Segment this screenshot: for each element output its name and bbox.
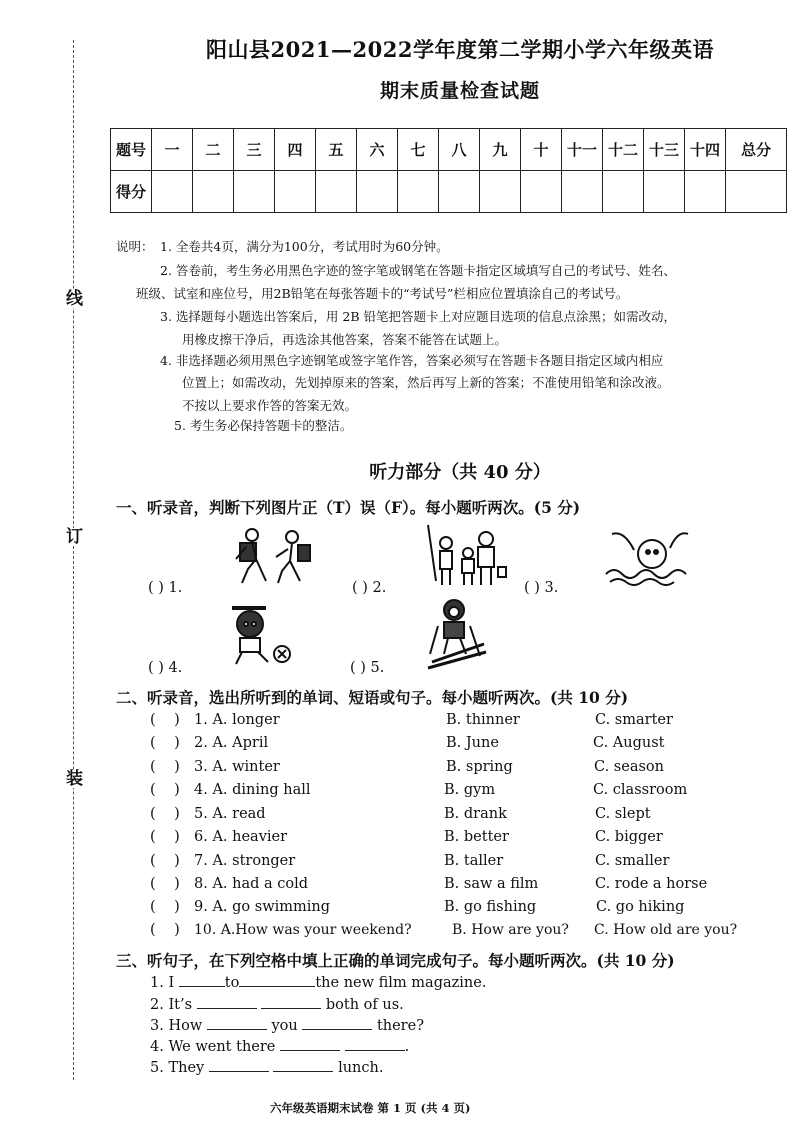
option-a: 1. A. longer: [194, 712, 280, 728]
swimmer-picture-icon: [600, 520, 696, 586]
instruction-line: 2. 答卷前，考生务必用黑色字迹的签字笔或钢笔在答题卡指定区域填写自己的考试号、姓名、: [160, 263, 676, 278]
score-cell[interactable]: [275, 171, 316, 213]
score-cell[interactable]: [603, 171, 644, 213]
option-c: C. season: [594, 759, 664, 775]
fill-blank[interactable]: [197, 996, 257, 1009]
score-col-total: 总分: [726, 129, 787, 171]
score-table-header-row: [111, 129, 787, 171]
score-cell[interactable]: [644, 171, 685, 213]
binding-char-ding: 订: [66, 527, 83, 547]
score-col: 七: [398, 129, 439, 171]
option-c: C. classroom: [593, 782, 688, 798]
score-col: 六: [357, 129, 398, 171]
listening-section-heading: 听力部分（共 40 分）: [369, 462, 551, 483]
exam-subtitle: 期末质量检查试题: [379, 80, 540, 102]
option-b: B. go fishing: [444, 899, 537, 915]
boy-football-picture-icon: [220, 602, 296, 666]
binding-char-xian: 线: [66, 289, 83, 309]
fill-blank[interactable]: [302, 1017, 372, 1030]
score-cell[interactable]: [685, 171, 726, 213]
score-col: 一: [152, 129, 193, 171]
part1-item-4: ( ) 4.: [148, 660, 183, 676]
fill-blank[interactable]: [207, 1017, 267, 1030]
part1-item-3: ( ) 3.: [524, 580, 559, 596]
instruction-line: 1. 全卷共4页，满分为100分，考试用时为60分钟。: [160, 239, 449, 254]
option-a: 3. A. winter: [194, 759, 280, 775]
part1-item-1: ( ) 1.: [148, 580, 183, 596]
option-c: C. slept: [595, 806, 651, 822]
score-table-score-row: [111, 171, 787, 213]
part2-row-5: ( ) 5. A. read: [150, 806, 266, 822]
option-a: 9. A. go swimming: [194, 899, 331, 915]
option-b: B. better: [444, 829, 509, 845]
option-b: B. thinner: [446, 712, 520, 728]
option-b: B. gym: [444, 782, 496, 798]
instruction-line: 班级、试室和座位号，用2B铅笔在每张答题卡的“考试号”栏相应位置填涂自己的考试号。: [136, 286, 629, 301]
option-a: 10. A.How was your weekend?: [194, 922, 412, 938]
option-c: C. rode a horse: [595, 876, 708, 892]
score-cell[interactable]: [152, 171, 193, 213]
option-a: 5. A. read: [194, 806, 266, 822]
family-fishing-picture-icon: [424, 523, 510, 589]
option-c: C. smarter: [595, 712, 673, 728]
option-c: C. smaller: [595, 853, 670, 869]
option-b: B. How are you?: [452, 922, 569, 938]
instruction-line: 不按以上要求作答的答案无效。: [182, 398, 358, 413]
instruction-line: 4. 非选择题必须用黑色字迹钢笔或签字笔作答，答案必须写在答题卡各题目指定区域内相应: [160, 353, 664, 368]
fill-blank[interactable]: [209, 1059, 269, 1072]
score-col: 三: [234, 129, 275, 171]
fill-blank[interactable]: [179, 974, 225, 987]
score-col: 十三: [644, 129, 685, 171]
part2-row-7: ( ) 7. A. stronger: [150, 853, 296, 869]
part1-heading: 一、听录音，判断下列图片正（T）误（F）。每小题听两次。(5 分): [116, 498, 581, 517]
part3-sentence-3: 3. How you there?: [150, 1018, 424, 1034]
score-col: 十: [521, 129, 562, 171]
score-col: 九: [480, 129, 521, 171]
skier-picture-icon: [424, 596, 490, 670]
part3-heading: 三、听句子，在下列空格中填上正确的单词完成句子。每小题听两次。(共 10 分): [116, 951, 675, 970]
score-cell[interactable]: [562, 171, 603, 213]
score-col: 二: [193, 129, 234, 171]
option-b: B. spring: [446, 759, 513, 775]
part1-item-5: ( ) 5.: [350, 660, 385, 676]
score-cell[interactable]: [398, 171, 439, 213]
score-cell[interactable]: [316, 171, 357, 213]
score-col: 五: [316, 129, 357, 171]
score-col: 四: [275, 129, 316, 171]
score-row-label: 得分: [111, 171, 152, 213]
part2-row-4: ( ) 4. A. dining hall: [150, 782, 311, 798]
option-b: B. drank: [444, 806, 507, 822]
option-c: C. bigger: [595, 829, 663, 845]
option-a: 6. A. heavier: [194, 829, 288, 845]
instructions-label: 说明：: [116, 239, 154, 254]
part3-sentence-1: 1. I to the new film magazine.: [150, 975, 487, 991]
instruction-line: 位置上；如需改动，先划掉原来的答案，然后再写上新的答案；不准使用铅笔和涂改液。: [182, 375, 670, 390]
fill-blank[interactable]: [345, 1038, 405, 1051]
part2-heading: 二、听录音，选出所听到的单词、短语或句子。每小题听两次。(共 10 分): [116, 688, 629, 707]
part2-row-3: ( ) 3. A. winter: [150, 759, 280, 775]
part2-row-10: ( ) 10. A.How was your weekend?: [150, 922, 412, 938]
option-a: 4. A. dining hall: [194, 782, 311, 798]
score-col: 十四: [685, 129, 726, 171]
score-cell[interactable]: [439, 171, 480, 213]
score-cell[interactable]: [480, 171, 521, 213]
instruction-line: 3. 选择题每小题选出答案后，用 2B 铅笔把答题卡上对应题目选项的信息点涂黑；如需改动，: [160, 309, 676, 324]
option-b: B. saw a film: [444, 876, 539, 892]
option-a: 2. A. April: [194, 735, 269, 751]
option-b: B. taller: [444, 853, 504, 869]
score-col: 十一: [562, 129, 603, 171]
score-cell-total[interactable]: [726, 171, 787, 213]
option-a: 8. A. had a cold: [194, 876, 309, 892]
score-col: 十二: [603, 129, 644, 171]
part3-sentence-2: 2. It’s both of us.: [150, 997, 404, 1013]
option-b: B. June: [446, 735, 499, 751]
option-c: C. How old are you?: [594, 922, 738, 938]
instruction-line: 用橡皮擦干净后，再选涂其他答案，答案不能答在试题上。: [182, 332, 508, 347]
part2-row-2: ( ) 2. A. April: [150, 735, 269, 751]
part1-item-2: ( ) 2.: [352, 580, 387, 596]
binding-char-zhuang: 装: [66, 769, 83, 789]
fill-blank[interactable]: [239, 974, 315, 987]
option-a: 7. A. stronger: [194, 853, 296, 869]
hikers-picture-icon: [226, 523, 318, 591]
instruction-line: 5. 考生务必保持答题卡的整洁。: [174, 418, 353, 433]
page-footer: 六年级英语期末试卷 第 1 页 (共 4 页): [270, 1101, 471, 1115]
score-cell[interactable]: [521, 171, 562, 213]
option-c: C. August: [593, 735, 665, 751]
option-c: C. go hiking: [596, 899, 685, 915]
fill-blank[interactable]: [273, 1059, 333, 1072]
part2-row-1: ( ) 1. A. longer: [150, 712, 280, 728]
score-col: 八: [439, 129, 480, 171]
fill-blank[interactable]: [280, 1038, 340, 1051]
part3-sentence-5: 5. They lunch.: [150, 1060, 384, 1076]
binding-dashed-line: [73, 40, 74, 1080]
score-header-label: 题号: [111, 129, 152, 171]
part2-row-8: ( ) 8. A. had a cold: [150, 876, 309, 892]
part3-sentence-4: 4. We went there .: [150, 1039, 410, 1055]
fill-blank[interactable]: [261, 996, 321, 1009]
score-table: [110, 128, 787, 213]
score-cell[interactable]: [234, 171, 275, 213]
part2-row-9: ( ) 9. A. go swimming: [150, 899, 331, 915]
part2-row-6: ( ) 6. A. heavier: [150, 829, 288, 845]
exam-title: 阳山县2021—2022学年度第二学期小学六年级英语: [206, 37, 714, 62]
score-cell[interactable]: [357, 171, 398, 213]
score-cell[interactable]: [193, 171, 234, 213]
